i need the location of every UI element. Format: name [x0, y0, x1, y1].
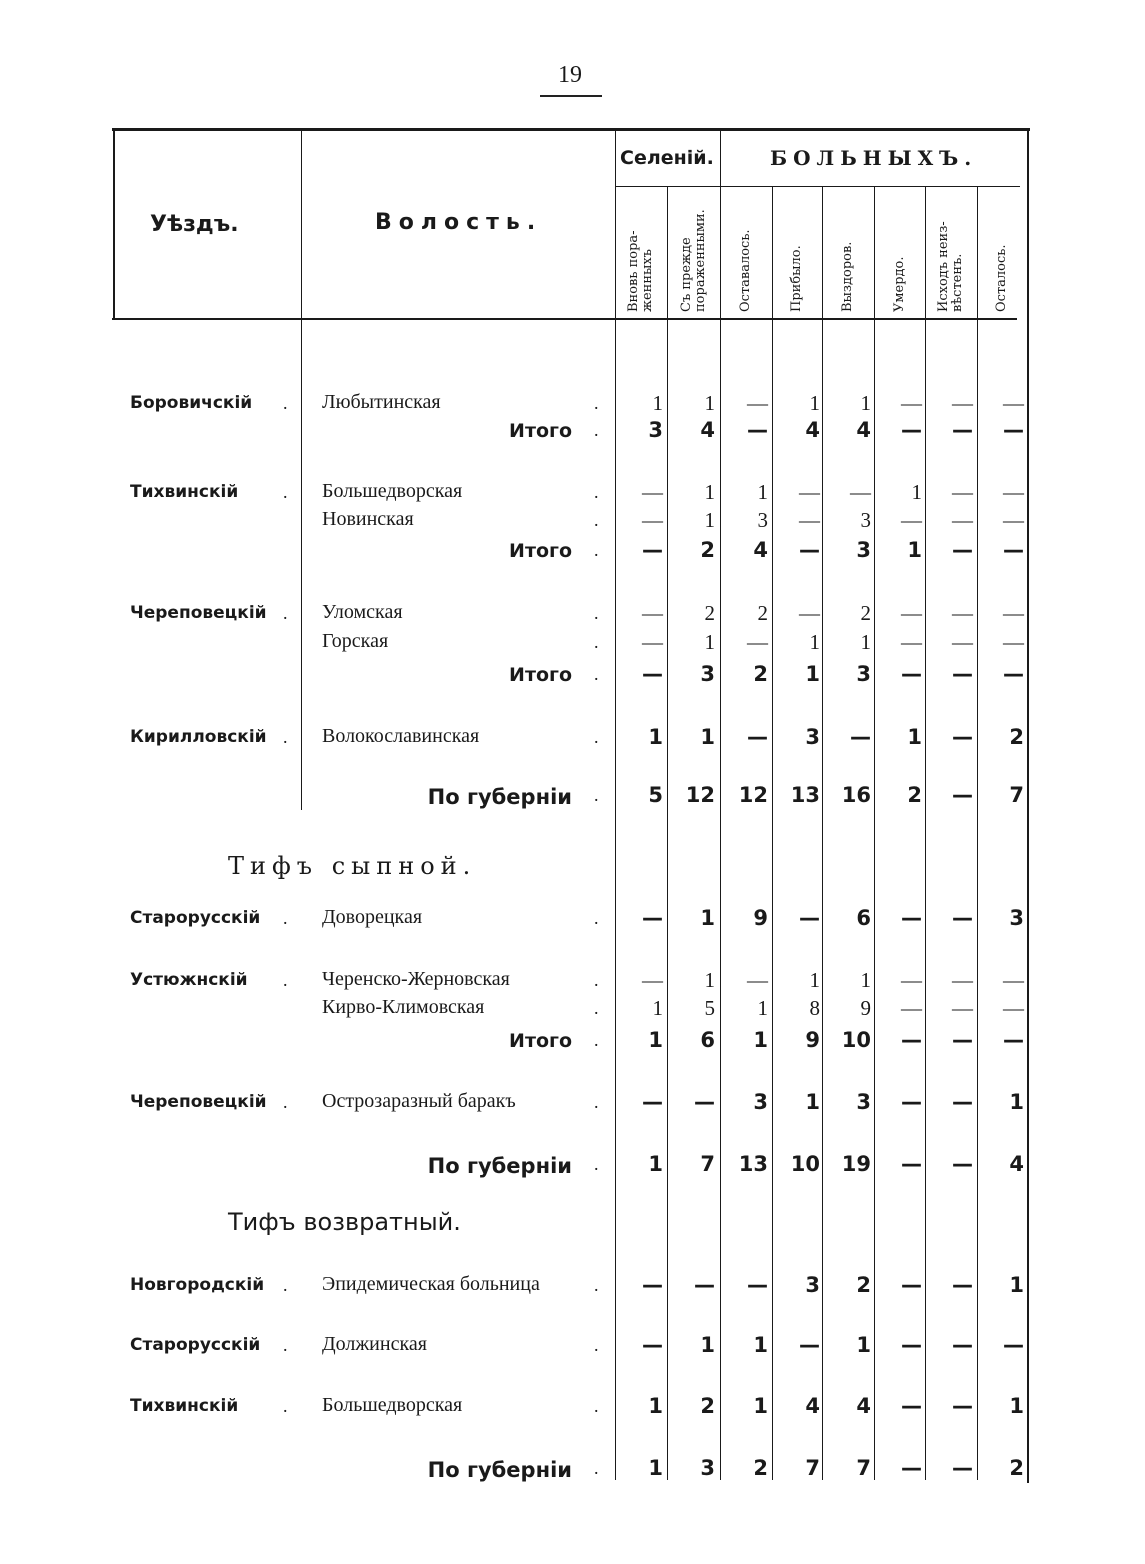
value-cell: — [901, 1028, 922, 1052]
table-row [0, 1396, 1145, 1422]
uezd-name: Старорусскій [130, 1335, 261, 1355]
header-volost: Волость. [375, 210, 543, 235]
value-cell: 2 [1009, 725, 1024, 749]
uezd-name: Кирилловскій [130, 727, 267, 747]
value-cell: — [642, 906, 663, 930]
value-cell: — [1003, 391, 1024, 415]
value-cell: 3 [700, 1456, 715, 1480]
value-cell: 16 [841, 783, 871, 807]
leader-dots: . [594, 1092, 608, 1112]
value-cell: 8 [809, 996, 820, 1020]
value-cell: — [1003, 630, 1024, 654]
value-cell: 10 [790, 1152, 820, 1176]
value-cell: — [952, 1152, 973, 1176]
column-header [790, 245, 804, 312]
table-row [0, 908, 1145, 934]
value-cell: 5 [648, 783, 663, 807]
value-cell: — [799, 508, 820, 532]
table-row [0, 785, 1145, 811]
value-cell: — [642, 630, 663, 654]
value-cell: 2 [907, 783, 922, 807]
value-cell: 1 [648, 1394, 663, 1418]
value-cell: 2 [700, 1394, 715, 1418]
value-cell: — [901, 391, 922, 415]
leader-dots: . [283, 1335, 297, 1355]
total-label: По губерніи [427, 1458, 572, 1482]
leader-dots: . [594, 1030, 608, 1050]
leader-dots: . [594, 603, 608, 623]
value-cell: 1 [648, 1456, 663, 1480]
value-cell: — [952, 1028, 973, 1052]
column-header-line: Вновь пора- [626, 230, 641, 312]
value-cell: 3 [856, 1090, 871, 1114]
value-cell: 1 [911, 480, 922, 504]
value-cell: 1 [805, 1090, 820, 1114]
value-cell: — [901, 630, 922, 654]
value-cell: — [952, 662, 973, 686]
value-cell: — [952, 1333, 973, 1357]
value-cell: 2 [856, 1273, 871, 1297]
table-row [0, 1092, 1145, 1118]
value-cell: — [642, 508, 663, 532]
value-cell: 4 [856, 418, 871, 442]
volost-name: Новинская [322, 508, 414, 530]
leader-dots: . [283, 908, 297, 928]
leader-dots: . [594, 420, 608, 440]
value-cell: — [952, 725, 973, 749]
header-seleniy: Селеній. [620, 147, 714, 169]
value-cell: 4 [805, 1394, 820, 1418]
value-cell: 9 [753, 906, 768, 930]
value-cell: — [952, 391, 973, 415]
value-cell: — [642, 1273, 663, 1297]
value-cell: — [1003, 601, 1024, 625]
volost-name: Горская [322, 630, 389, 652]
page-number-underline [540, 95, 602, 97]
value-cell: 1 [1009, 1394, 1024, 1418]
value-cell: 1 [860, 630, 871, 654]
column-header [739, 229, 753, 312]
volost-name: Любытинская [322, 391, 441, 413]
volost-name: Должинская [322, 1333, 427, 1355]
value-cell: 7 [856, 1456, 871, 1480]
value-cell: 7 [700, 1152, 715, 1176]
volost-name: Эпидемическая больница [322, 1273, 540, 1295]
value-cell: — [642, 662, 663, 686]
value-cell: — [901, 1273, 922, 1297]
value-cell: — [850, 480, 871, 504]
value-cell: — [1003, 538, 1024, 562]
value-cell: 6 [856, 906, 871, 930]
value-cell: 4 [1009, 1152, 1024, 1176]
value-cell: 4 [805, 418, 820, 442]
value-cell: 3 [805, 1273, 820, 1297]
leader-dots: . [594, 1396, 608, 1416]
uezd-name: Череповецкій [130, 1092, 267, 1112]
value-cell: 2 [704, 601, 715, 625]
value-cell: 5 [704, 996, 715, 1020]
value-cell: 1 [648, 725, 663, 749]
column-header-line: Умердо. [891, 256, 907, 312]
value-cell: 1 [704, 508, 715, 532]
value-cell: — [747, 1273, 768, 1297]
value-cell: — [901, 1333, 922, 1357]
table-row [0, 393, 1145, 419]
leader-dots: . [283, 1092, 297, 1112]
leader-dots: . [594, 482, 608, 502]
value-cell: 1 [805, 662, 820, 686]
value-cell: — [952, 418, 973, 442]
column-header-line: вѣстенъ. [950, 253, 965, 312]
page-number: 19 [558, 62, 582, 88]
value-cell: 1 [1009, 1273, 1024, 1297]
table-row [0, 727, 1145, 753]
value-cell: — [799, 1333, 820, 1357]
value-cell: — [747, 725, 768, 749]
value-cell: 3 [856, 538, 871, 562]
table-row [0, 632, 1145, 658]
value-cell: 2 [753, 1456, 768, 1480]
subheader-line [615, 186, 1020, 187]
value-cell: 1 [907, 538, 922, 562]
value-cell: — [642, 538, 663, 562]
value-cell: 1 [757, 996, 768, 1020]
uezd-name: Череповецкій [130, 603, 267, 623]
value-cell: — [747, 391, 768, 415]
leader-dots: . [594, 1335, 608, 1355]
value-cell: 1 [809, 630, 820, 654]
value-cell: 3 [700, 662, 715, 686]
value-cell: 2 [700, 538, 715, 562]
value-cell: 7 [1009, 783, 1024, 807]
value-cell: — [901, 996, 922, 1020]
value-cell: 1 [753, 1394, 768, 1418]
value-cell: 1 [860, 391, 871, 415]
leader-dots: . [594, 1275, 608, 1295]
column-header-line: Оставалось. [738, 229, 753, 312]
uezd-name: Тихвинскій [130, 1396, 239, 1416]
value-cell: — [1003, 996, 1024, 1020]
volost-name: Волокославинская [322, 725, 480, 747]
value-cell: 4 [700, 418, 715, 442]
value-cell: — [694, 1273, 715, 1297]
leader-dots: . [283, 1396, 297, 1416]
table-row [0, 1275, 1145, 1301]
value-cell: — [952, 906, 973, 930]
value-cell: — [901, 1152, 922, 1176]
value-cell: — [694, 1090, 715, 1114]
value-cell: 1 [652, 391, 663, 415]
value-cell: — [901, 508, 922, 532]
value-cell: 3 [856, 662, 871, 686]
total-label: Итого [509, 540, 572, 562]
value-cell: 1 [704, 968, 715, 992]
value-cell: 19 [841, 1152, 871, 1176]
value-cell: — [1003, 508, 1024, 532]
total-label: Итого [509, 664, 572, 686]
value-cell: 1 [753, 1333, 768, 1357]
value-cell: 1 [704, 630, 715, 654]
value-cell: 1 [753, 1028, 768, 1052]
value-cell: — [1003, 1333, 1024, 1357]
value-cell: 1 [700, 725, 715, 749]
value-cell: — [901, 906, 922, 930]
value-cell: 1 [648, 1152, 663, 1176]
value-cell: 4 [753, 538, 768, 562]
table-row [0, 482, 1145, 508]
left-border [113, 128, 115, 320]
value-cell: 1 [648, 1028, 663, 1052]
value-cell: 3 [860, 508, 871, 532]
header-bolnykh: БОЛЬНЫХЪ. [770, 146, 978, 170]
table-row [0, 420, 1145, 446]
value-cell: 12 [738, 783, 768, 807]
column-header [893, 257, 907, 313]
column-header-line: Съ прежде [678, 237, 694, 312]
value-cell: — [642, 1333, 663, 1357]
value-cell: — [1003, 480, 1024, 504]
leader-dots: . [594, 998, 608, 1018]
table-row [0, 970, 1145, 996]
value-cell: 2 [757, 601, 768, 625]
value-cell: 3 [648, 418, 663, 442]
value-cell: 10 [841, 1028, 871, 1052]
value-cell: 3 [753, 1090, 768, 1114]
column-header [995, 245, 1009, 312]
leader-dots: . [283, 970, 297, 990]
value-cell: — [642, 1090, 663, 1114]
total-label: По губерніи [427, 1154, 572, 1178]
value-cell: — [799, 480, 820, 504]
value-cell: 3 [757, 508, 768, 532]
value-cell: 9 [805, 1028, 820, 1052]
leader-dots: . [594, 1458, 608, 1478]
value-cell: — [901, 1394, 922, 1418]
leader-dots: . [594, 970, 608, 990]
value-cell: — [901, 1090, 922, 1114]
value-cell: — [952, 480, 973, 504]
table-row [0, 1154, 1145, 1180]
uezd-name: Новгородскій [130, 1275, 265, 1295]
value-cell: 4 [856, 1394, 871, 1418]
value-cell: — [642, 601, 663, 625]
value-cell: — [952, 1394, 973, 1418]
value-cell: — [642, 480, 663, 504]
table-row [0, 540, 1145, 566]
value-cell: — [1003, 968, 1024, 992]
value-cell: 3 [805, 725, 820, 749]
volost-name: Уломская [322, 601, 403, 623]
table-row [0, 998, 1145, 1024]
total-label: Итого [509, 420, 572, 442]
leader-dots: . [594, 785, 608, 805]
value-cell: 1 [704, 391, 715, 415]
value-cell: — [747, 968, 768, 992]
value-cell: — [1003, 418, 1024, 442]
uezd-name: Старорусскій [130, 908, 261, 928]
header-uezd: Уѣздъ. [150, 212, 239, 237]
value-cell: 1 [809, 391, 820, 415]
value-cell: 1 [809, 968, 820, 992]
value-cell: 1 [860, 968, 871, 992]
column-header-line: Исходъ неиз- [936, 221, 951, 312]
volost-name: Большедворская [322, 1394, 463, 1416]
value-cell: — [952, 996, 973, 1020]
volost-name: Доворецкая [322, 906, 423, 928]
value-cell: 13 [738, 1152, 768, 1176]
total-label: Итого [509, 1030, 572, 1052]
leader-dots: . [283, 727, 297, 747]
section-title: Тифъ возвратный. [228, 1208, 461, 1236]
leader-dots: . [594, 632, 608, 652]
leader-dots: . [283, 393, 297, 413]
value-cell: — [952, 1273, 973, 1297]
value-cell: 1 [856, 1333, 871, 1357]
column-header-line: Выздоров. [840, 241, 855, 312]
value-cell: — [901, 662, 922, 686]
volost-name: Черенско-Жерновская [322, 968, 510, 990]
value-cell: — [952, 630, 973, 654]
leader-dots: . [283, 482, 297, 502]
total-label: По губерніи [427, 785, 572, 809]
uezd-name: Боровичскій [130, 393, 253, 413]
table-row [0, 664, 1145, 690]
leader-dots: . [594, 393, 608, 413]
value-cell: — [952, 538, 973, 562]
leader-dots: . [283, 1275, 297, 1295]
column-header [841, 242, 855, 312]
table-row [0, 1458, 1145, 1484]
value-cell: 2 [1009, 1456, 1024, 1480]
value-cell: — [1003, 1028, 1024, 1052]
value-cell: — [642, 968, 663, 992]
value-cell: 2 [753, 662, 768, 686]
value-cell: — [850, 725, 871, 749]
leader-dots: . [594, 1154, 608, 1174]
value-cell: 1 [757, 480, 768, 504]
value-cell: — [901, 418, 922, 442]
volost-name: Острозаразный баракъ [322, 1090, 516, 1112]
table-row [0, 510, 1145, 536]
uezd-name: Устюжнскій [130, 970, 248, 990]
table-row [0, 1335, 1145, 1361]
uezd-volost-divider [301, 130, 302, 810]
value-cell: 9 [860, 996, 871, 1020]
leader-dots: . [283, 603, 297, 623]
value-cell: — [952, 968, 973, 992]
value-cell: 6 [700, 1028, 715, 1052]
uezd-name: Тихвинскій [130, 482, 239, 502]
value-cell: — [952, 1456, 973, 1480]
value-cell: — [799, 601, 820, 625]
value-cell: 1 [700, 906, 715, 930]
value-cell: — [1003, 662, 1024, 686]
table-row [0, 1030, 1145, 1056]
value-cell: — [747, 418, 768, 442]
column-header-line: Прибыло. [789, 245, 804, 312]
value-cell: — [901, 968, 922, 992]
value-cell: — [952, 508, 973, 532]
value-cell: 7 [805, 1456, 820, 1480]
column-header-line: пораженными. [692, 209, 708, 312]
value-cell: — [901, 601, 922, 625]
value-cell: — [901, 1456, 922, 1480]
value-cell: — [952, 783, 973, 807]
column-header-line: женныхъ [640, 249, 655, 312]
volost-name: Большедворская [322, 480, 463, 502]
value-cell: — [952, 1090, 973, 1114]
value-cell: — [799, 538, 820, 562]
value-cell: — [747, 630, 768, 654]
value-cell: 1 [1009, 1090, 1024, 1114]
value-cell: 1 [704, 480, 715, 504]
leader-dots: . [594, 664, 608, 684]
volost-name: Кирво-Климовская [322, 996, 485, 1018]
table-top-border [112, 128, 1030, 131]
column-header-line: Осталось. [994, 244, 1009, 312]
section-title: Тифъ сыпной. [228, 852, 477, 880]
leader-dots: . [594, 727, 608, 747]
value-cell: 3 [1009, 906, 1024, 930]
table-row [0, 603, 1145, 629]
header-bottom-border [112, 318, 1017, 320]
value-cell: 13 [790, 783, 820, 807]
value-cell: 1 [700, 1333, 715, 1357]
column-header [937, 221, 965, 312]
leader-dots: . [594, 510, 608, 530]
value-cell: — [799, 906, 820, 930]
value-cell: 1 [907, 725, 922, 749]
value-cell: 12 [685, 783, 715, 807]
column-header [627, 230, 655, 312]
column-header [680, 209, 708, 312]
leader-dots: . [594, 540, 608, 560]
leader-dots: . [594, 908, 608, 928]
value-cell: 2 [860, 601, 871, 625]
value-cell: 1 [652, 996, 663, 1020]
value-cell: — [952, 601, 973, 625]
